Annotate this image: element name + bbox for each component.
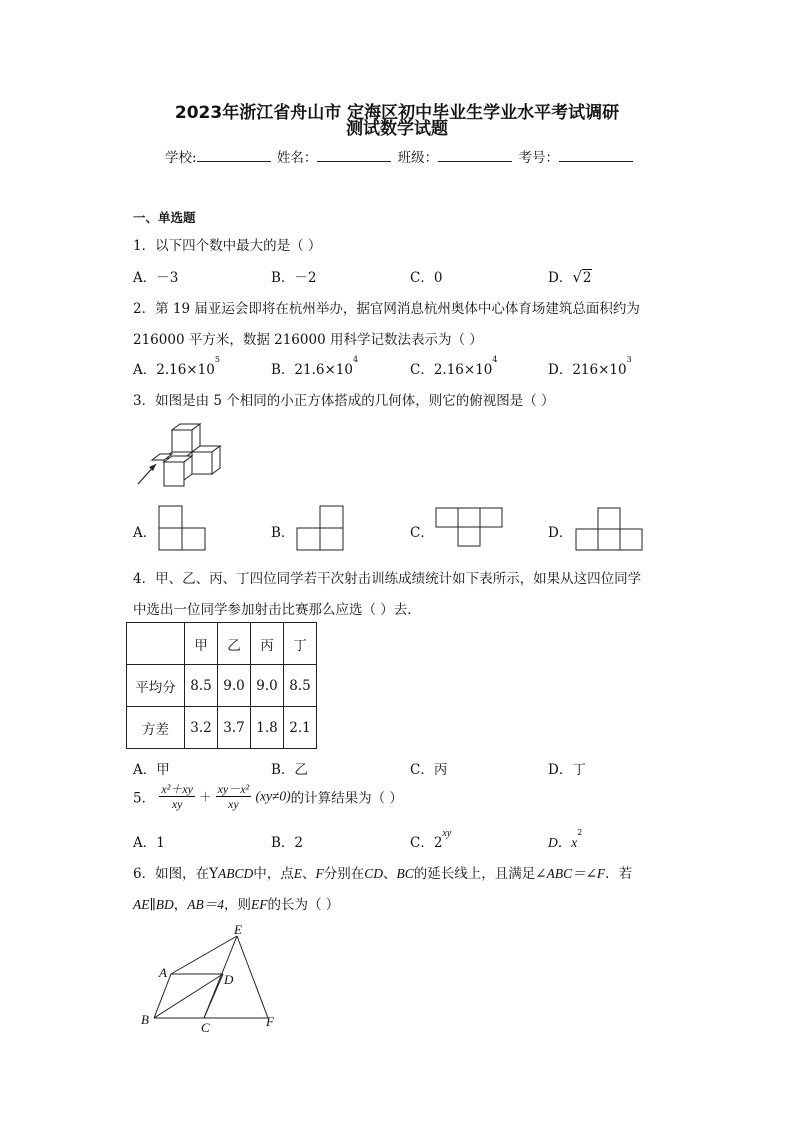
q3-option-b-figure xyxy=(296,505,346,551)
q5-option-b: B．2 xyxy=(271,835,304,851)
q3-option-c-label: C． xyxy=(410,525,434,541)
q6-text: ．若 xyxy=(605,866,633,882)
q6-segment-bc: BC xyxy=(396,866,414,881)
table-row xyxy=(127,665,317,707)
q5-fraction-2-numerator: xy－x² xyxy=(217,782,250,796)
q6-geometry-figure xyxy=(140,922,290,1037)
q4-stem-line2: 中选出一位同学参加射击比赛那么应选（ ）去． xyxy=(133,602,421,618)
q4-option-b: B．乙 xyxy=(271,762,308,778)
q3-option-b-label: B． xyxy=(271,525,295,541)
class-label: 班级： xyxy=(397,150,439,166)
q1-option-a: A．－3 xyxy=(133,270,179,286)
q5-stem xyxy=(133,782,403,811)
segment-ae xyxy=(171,936,237,974)
q6-text: 、 xyxy=(383,866,397,882)
q5-option-c-exp: xy xyxy=(442,828,452,839)
q2-option-d-exp: 3 xyxy=(626,355,632,364)
q2-option-d xyxy=(548,355,632,378)
q2-stem-line2: 216000 平方米，数据 216000 用科学记数法表示为（ ） xyxy=(133,332,483,348)
segment-ef xyxy=(237,936,268,1018)
q1-option-b: B．－2 xyxy=(271,270,317,286)
table-header-row xyxy=(127,623,317,665)
q6-segment-ef: EF xyxy=(250,897,268,912)
q2-option-a-exp: 5 xyxy=(214,355,220,364)
q4-option-a: A．甲 xyxy=(133,762,170,778)
table-cell: 3.7 xyxy=(218,707,251,749)
number-blank[interactable] xyxy=(559,149,633,162)
cube-top-front xyxy=(172,430,192,452)
q2-option-c xyxy=(410,355,498,378)
q4-score-table xyxy=(126,622,317,749)
table-cell: 方差 xyxy=(127,707,185,749)
q5-fraction-1-denominator: xy xyxy=(171,797,183,811)
q6-text: 分别在 xyxy=(323,866,365,882)
segment-ba xyxy=(154,974,171,1018)
q6-text: 、 xyxy=(302,866,316,882)
school-label: 学校: xyxy=(165,150,197,166)
q4-stem-line1: 4．甲、乙、丙、丁四位同学若干次射击训练成绩统计如下表所示，如果从这四位同学 xyxy=(133,571,642,587)
q5-fraction-2-denominator: xy xyxy=(228,797,239,811)
label-b: B xyxy=(141,1012,149,1027)
q2-option-d-text: D．216×10 xyxy=(548,362,627,378)
label-c: C xyxy=(201,1020,210,1035)
table-row xyxy=(127,707,317,749)
q5-option-c xyxy=(410,828,452,851)
q2-option-b-exp: 4 xyxy=(352,355,359,364)
q6-text: ， xyxy=(173,897,188,913)
q2-option-b xyxy=(271,355,359,378)
parallelogram-symbol: Y xyxy=(209,866,219,882)
section-heading: 一、单选题 xyxy=(133,210,196,225)
page-title-line1: 2023年浙江省舟山市 定海区初中毕业生学业水平考试调研 xyxy=(174,103,620,123)
q3-option-c-figure xyxy=(435,507,503,547)
q2-stem-line1: 2．第 19 届亚运会即将在杭州举办，据官网消息杭州奥体中心体育场建筑总面积约为 xyxy=(133,301,640,317)
q1-option-d-label: D． xyxy=(548,270,573,286)
q3-option-a-label: A． xyxy=(133,525,157,541)
name-blank[interactable] xyxy=(317,149,391,162)
q6-point-e: E xyxy=(293,866,303,881)
table-cell: 平均分 xyxy=(127,665,185,707)
q5-plus: ＋ xyxy=(199,790,212,804)
table-cell: 1.8 xyxy=(251,707,284,749)
q5-tail: 的计算结果为（ ） xyxy=(290,790,403,807)
q1-stem: 1．以下四个数中最大的是（ ） xyxy=(133,238,322,254)
q6-ab-condition: AB＝4 xyxy=(187,897,224,912)
q2-option-c-text: C．2.16×10 xyxy=(410,362,493,378)
q4-option-c: C．丙 xyxy=(410,762,448,778)
sqrt-icon: √ xyxy=(572,268,582,286)
q4-option-d: D．丁 xyxy=(548,762,586,778)
q1-option-c: C．0 xyxy=(410,270,443,286)
q5-fraction-1 xyxy=(159,782,195,811)
q6-stem-line2 xyxy=(133,893,339,913)
table-header-cell: 丙 xyxy=(251,623,284,665)
label-e: E xyxy=(234,922,242,937)
table-header-cell: 甲 xyxy=(185,623,218,665)
q6-angle-condition: ∠ABC＝∠F xyxy=(535,866,606,881)
q3-option-d-label: D． xyxy=(548,525,573,541)
q6-segment-cd: CD xyxy=(364,866,384,881)
q1-option-d xyxy=(548,266,592,286)
q6-abcd: ABCD xyxy=(218,866,254,881)
table-cell: 2.1 xyxy=(284,707,317,749)
table-cell: 8.5 xyxy=(284,665,317,707)
q5-fraction-2 xyxy=(216,782,252,811)
table-header-cell: 丁 xyxy=(284,623,317,665)
label-a: A xyxy=(159,965,167,980)
q5-option-c-text: C．2 xyxy=(410,835,443,851)
q6-text: 的长为（ ） xyxy=(267,897,340,913)
q2-option-c-exp: 4 xyxy=(492,355,498,364)
label-d: D xyxy=(224,972,234,987)
q6-point-f: F xyxy=(315,866,324,881)
cube-front-front xyxy=(164,462,184,486)
cube-right-front xyxy=(192,452,212,474)
q5-number: 5． xyxy=(133,790,156,807)
table-cell: 9.0 xyxy=(218,665,251,707)
table-cell: 9.0 xyxy=(251,665,284,707)
q5-fraction-1-numerator: x²＋xy xyxy=(161,782,193,796)
q3-option-a-figure xyxy=(158,505,208,551)
q5-option-d-text: D．x xyxy=(548,835,578,850)
q5-option-d-exp: 2 xyxy=(577,828,583,837)
q2-option-a xyxy=(133,355,220,378)
q5-option-a: A．1 xyxy=(133,835,165,851)
q3-option-d-figure xyxy=(575,507,643,551)
q3-stem: 3．如图是由 5 个相同的小正方体搭成的几何体，则它的俯视图是（ ） xyxy=(133,393,555,409)
q5-condition: (xy≠0) xyxy=(255,788,291,804)
number-label: 考号： xyxy=(518,150,559,166)
table-cell: 3.2 xyxy=(185,707,218,749)
q5-option-d xyxy=(548,828,583,851)
class-blank[interactable] xyxy=(438,149,512,162)
q1-option-d-radicand: 2 xyxy=(582,270,592,286)
q6-text: 中，点 xyxy=(253,866,294,882)
page-title-line2: 测试数学试题 xyxy=(346,119,448,139)
q6-text: 的延长线上，且满足 xyxy=(413,866,536,882)
q2-option-a-text: A．2.16×10 xyxy=(133,362,215,378)
q6-text: 6．如图，在 xyxy=(133,866,210,882)
table-header-cell: 乙 xyxy=(218,623,251,665)
q6-text: ，则 xyxy=(223,897,251,913)
q6-parallel-condition: AE∥BD xyxy=(133,897,174,912)
name-label: 姓名： xyxy=(276,150,318,166)
label-f: F xyxy=(266,1014,274,1029)
q2-option-b-text: B．21.6×10 xyxy=(271,362,353,378)
q3-cube-figure xyxy=(134,420,234,490)
q6-stem-line1 xyxy=(133,862,632,882)
school-blank[interactable] xyxy=(197,149,271,162)
table-cell: 8.5 xyxy=(185,665,218,707)
student-info-line xyxy=(165,146,635,166)
table-header-cell xyxy=(127,623,185,665)
